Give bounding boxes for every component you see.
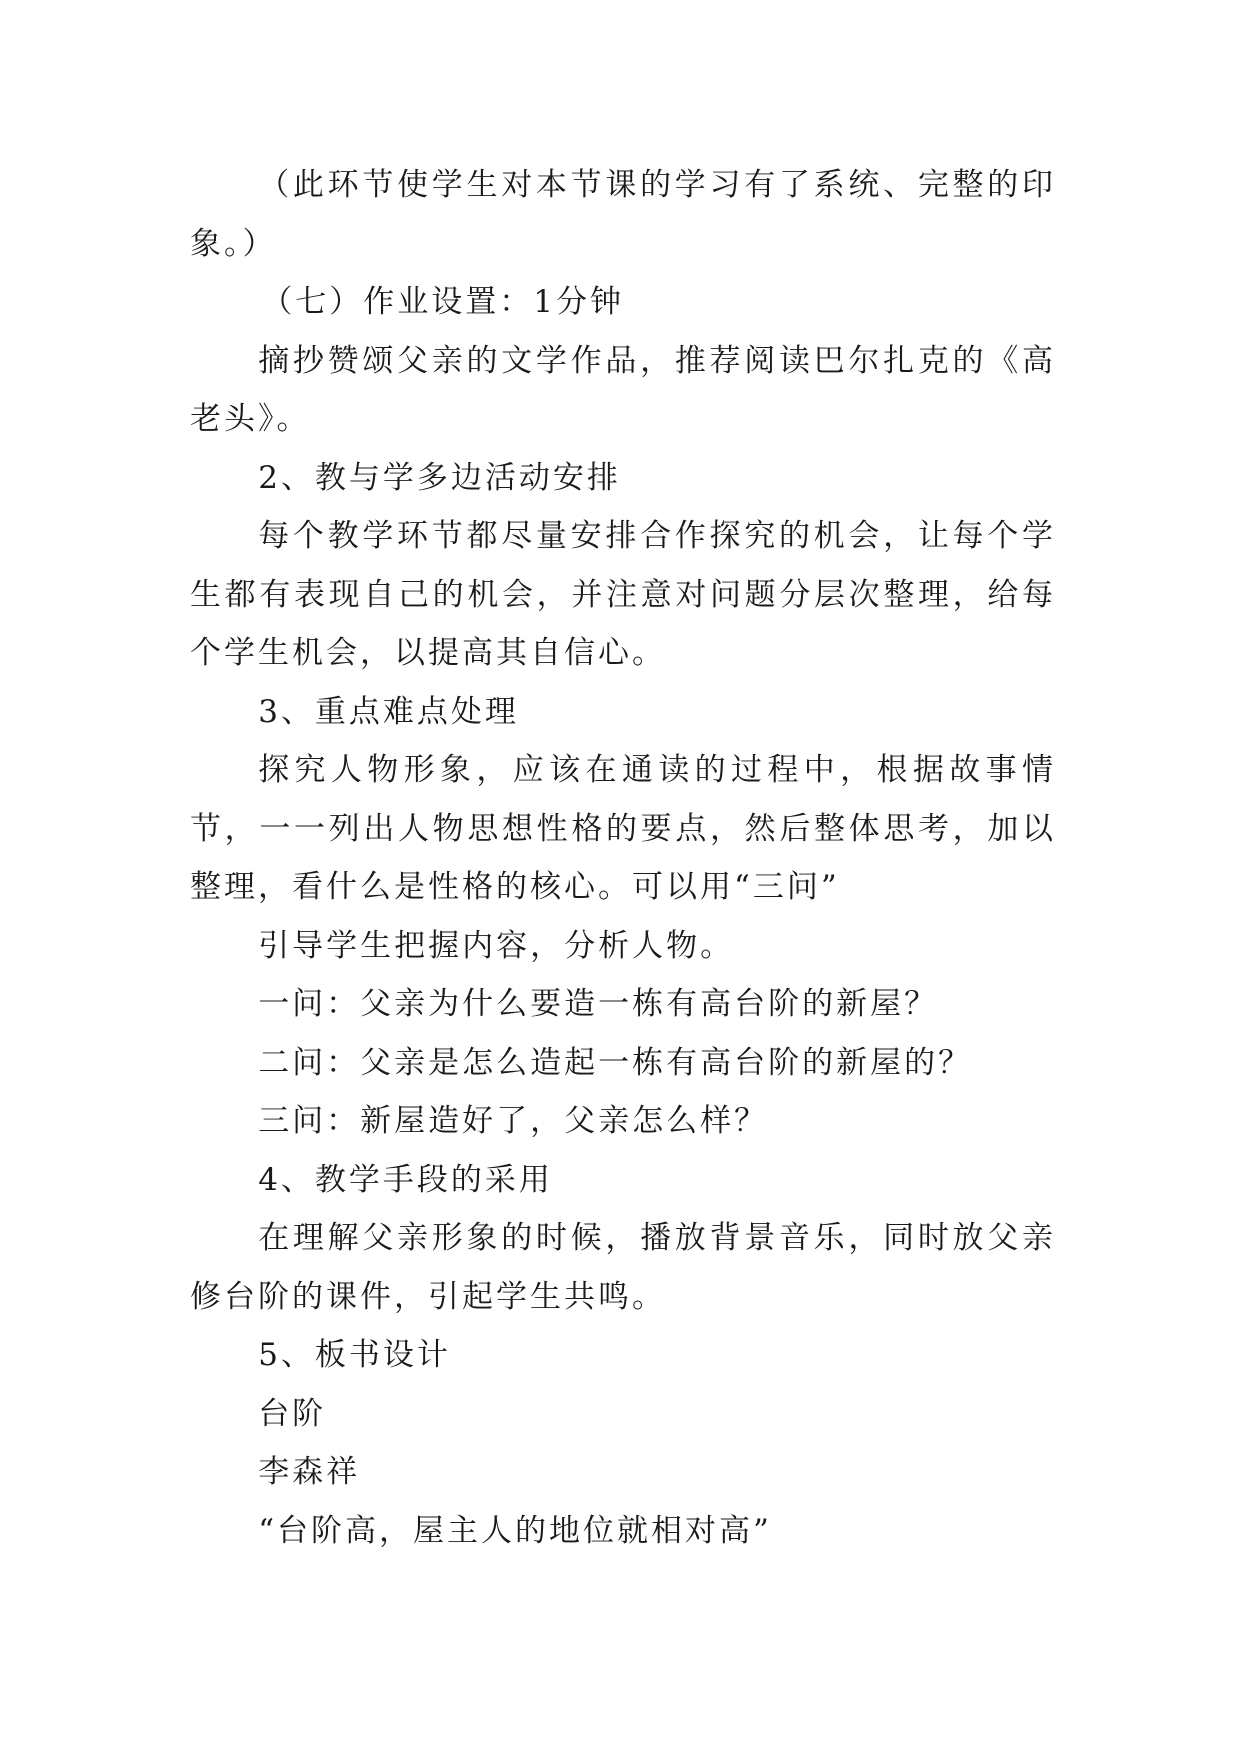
document-page (190, 156, 1056, 1560)
paragraph-activity-heading: 2、教与学多边活动安排 (258, 459, 621, 496)
paragraph-keypoints-heading: 3、重点难点处理 (258, 693, 519, 730)
paragraph-homework-heading: （七）作业设置：1分钟 (261, 284, 625, 320)
paragraph-guide-students: 引导学生把握内容，分析人物。 (258, 927, 735, 964)
paragraph-teaching-means-content: 在理解父亲形象的时候，播放背景音乐，同时放父亲修台阶的课件，引起学生共鸣。 (190, 1220, 1056, 1315)
paragraph-question-two: 二问：父亲是怎么造起一栋有高台阶的新屋的？ (258, 1044, 973, 1081)
paragraph-blackboard-heading: 5、板书设计 (258, 1337, 451, 1373)
paragraph-activity-content: 每个教学环节都尽量安排合作探究的机会，让每个学生都有表现自己的机会，并注意对问题分层次整理，给每个学生机会，以提高其自信心。 (190, 518, 1056, 671)
paragraph-blackboard-quote: “台阶高，屋主人的地位就相对高” (258, 1512, 772, 1549)
paragraph-question-one: 一问：父亲为什么要造一栋有高台阶的新屋？ (258, 986, 939, 1022)
paragraph-keypoints-content: 探究人物形象，应该在通读的过程中，根据故事情节，一一列出人物思想性格的要点，然后整体思考，加以整理，看什么是性格的核心。可以用“三问” (190, 752, 1056, 905)
paragraph-summary-note: （此环节使学生对本节课的学习有了系统、完整的印象。） (190, 167, 1056, 262)
paragraph-homework-content: 摘抄赞颂父亲的文学作品，推荐阅读巴尔扎克的《高老头》。 (190, 342, 1056, 437)
paragraph-blackboard-author: 李森祥 (258, 1454, 361, 1490)
paragraph-teaching-means-heading: 4、教学手段的采用 (258, 1161, 553, 1198)
paragraph-question-three: 三问：新屋造好了，父亲怎么样？ (258, 1103, 769, 1139)
paragraph-blackboard-title: 台阶 (258, 1395, 327, 1432)
